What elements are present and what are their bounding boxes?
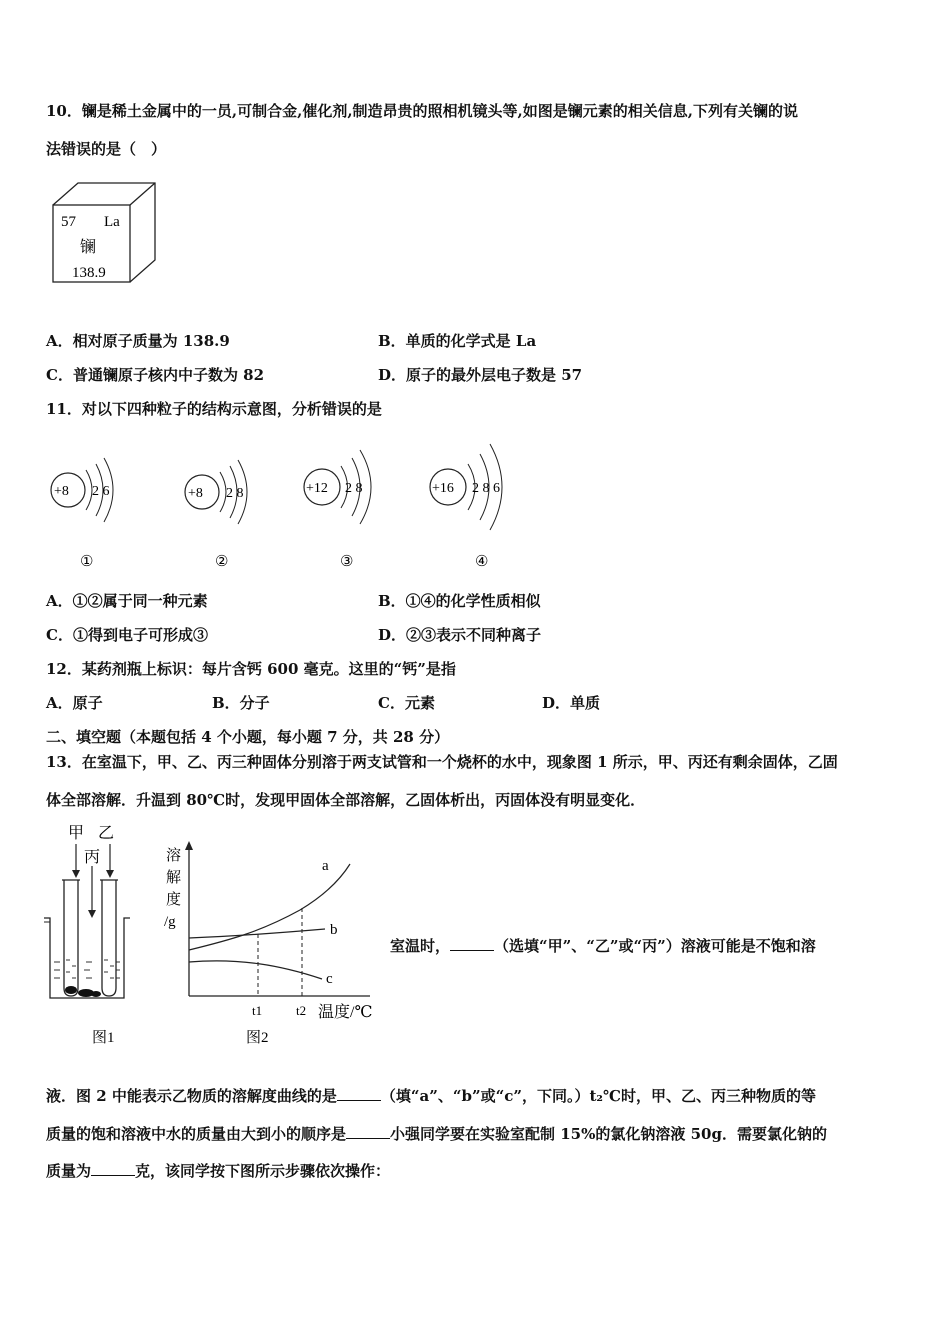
element-card-lanthanum (48, 180, 160, 286)
blank-2[interactable] (337, 1086, 381, 1101)
q13-paragraph-line3 (46, 1161, 390, 1181)
q13-stem-line2: 体全部溶解．升温到 80℃时，发现甲固体全部溶解，乙固体析出，丙固体没有明显变化． (46, 791, 646, 809)
tick-t1: t1 (252, 1003, 263, 1018)
ylabel-char-1: 溶 (166, 848, 182, 864)
label-yi: 乙 (98, 825, 115, 842)
q13-paragraph-line2 (46, 1124, 827, 1144)
xlabel: 温度/℃ (318, 1004, 373, 1021)
blank-1[interactable] (450, 936, 494, 951)
particle-2-label: ② (215, 554, 229, 570)
q10-option-a: A．相对原子质量为 138.9 (46, 332, 230, 350)
label-bing: 丙 (84, 849, 101, 866)
particle-3-shells: 2 8 (345, 481, 363, 496)
q11-option-b: B．①④的化学性质相似 (378, 592, 541, 610)
q13-paragraph-line1 (46, 1086, 816, 1106)
p1-pre: 液．图 2 中能表示乙物质的溶解度曲线的是 (46, 1087, 337, 1105)
particle-1-nucleus: +8 (54, 484, 69, 499)
element-name: 镧 (80, 239, 97, 256)
particle-1 (51, 458, 113, 570)
particle-4-label: ④ (475, 554, 489, 570)
section-heading: 二、填空题（本题包括 4 个小题，每小题 7 分，共 28 分） (46, 728, 450, 746)
q13-stem-line1: 13．在室温下，甲、乙、丙三种固体分别溶于两支试管和一个烧杯的水中，现象图 1 所示，甲、丙还有剩余固体，乙固 (46, 753, 838, 771)
particle-structure-diagrams (40, 428, 540, 578)
figure-1-beaker (40, 820, 170, 1050)
element-number: 57 (61, 214, 76, 230)
blank-4[interactable] (91, 1161, 135, 1176)
side-pre: 室温时， (390, 937, 451, 955)
particle-2 (185, 460, 247, 570)
particle-3-label: ③ (340, 554, 354, 570)
particle-4-shells: 2 8 6 (472, 481, 500, 496)
figure-2-solubility-chart (160, 840, 380, 1050)
tick-t2: t2 (296, 1003, 307, 1018)
q10-option-b: B．单质的化学式是 La (378, 332, 537, 350)
figure-1-caption: 图1 (92, 1030, 115, 1046)
q10-option-c: C．普通镧原子核内中子数为 82 (46, 366, 265, 384)
ylabel-char-3: 度 (166, 892, 182, 908)
p2-pre: 质量的饱和溶液中水的质量由大到小的顺序是 (46, 1125, 347, 1143)
particle-1-label: ① (80, 554, 94, 570)
particle-4-nucleus: +16 (432, 481, 454, 496)
q12-option-c: C．元素 (378, 694, 435, 712)
curve-b-label: b (330, 922, 338, 938)
curve-a-label: a (322, 858, 329, 874)
side-post: （选填“甲”、“乙”或“丙”）溶液可能是不饱和溶 (494, 937, 816, 955)
q10-option-d: D．原子的最外层电子数是 57 (378, 366, 583, 384)
p3-post: 克，该同学按下图所示步骤依次操作： (135, 1162, 391, 1180)
particle-3-nucleus: +12 (306, 481, 328, 496)
particle-3 (304, 450, 371, 570)
q11-option-a: A．①②属于同一种元素 (46, 592, 208, 610)
q11-stem: 11．对以下四种粒子的结构示意图，分析错误的是 (46, 400, 382, 418)
q12-option-b: B．分子 (212, 694, 270, 712)
q13-side-text (390, 936, 816, 956)
p1-mid: （填“a”、“b”或“c”，下同。）t₂℃时，甲、乙、丙三种物质的等 (380, 1087, 816, 1105)
particle-2-shells: 2 8 (226, 486, 244, 501)
q12-stem: 12．某药剂瓶上标识：每片含钙 600 毫克。这里的“钙”是指 (46, 660, 456, 678)
q11-option-d: D．②③表示不同种离子 (378, 626, 542, 644)
ylabel-char-4: /g (164, 914, 176, 930)
particle-4 (430, 444, 502, 570)
element-mass: 138.9 (72, 265, 106, 281)
p2-post: 小强同学要在实验室配制 15%的氯化钠溶液 50g．需要氯化钠的 (390, 1125, 827, 1143)
blank-3[interactable] (346, 1124, 390, 1139)
q10-stem-line2: 法错误的是（ ） (46, 140, 167, 158)
q12-option-a: A．原子 (46, 694, 103, 712)
ylabel-char-2: 解 (166, 870, 182, 886)
label-jia: 甲 (68, 825, 85, 842)
p3-pre: 质量为 (46, 1162, 92, 1180)
curve-c-label: c (326, 971, 333, 987)
q10-stem-line1: 10．镧是稀土金属中的一员,可制合金,催化剂,制造昂贵的照相机镜头等,如图是镧元素的相关信息,下列有关镧的说 (46, 102, 798, 120)
curve-c (189, 961, 322, 979)
particle-2-nucleus: +8 (188, 486, 203, 501)
q12-option-d: D．单质 (542, 694, 601, 712)
element-symbol: La (104, 214, 120, 230)
q11-option-c: C．①得到电子可形成③ (46, 626, 208, 644)
figure-2-caption: 图2 (246, 1030, 269, 1046)
particle-1-shells: 2 6 (92, 484, 110, 499)
